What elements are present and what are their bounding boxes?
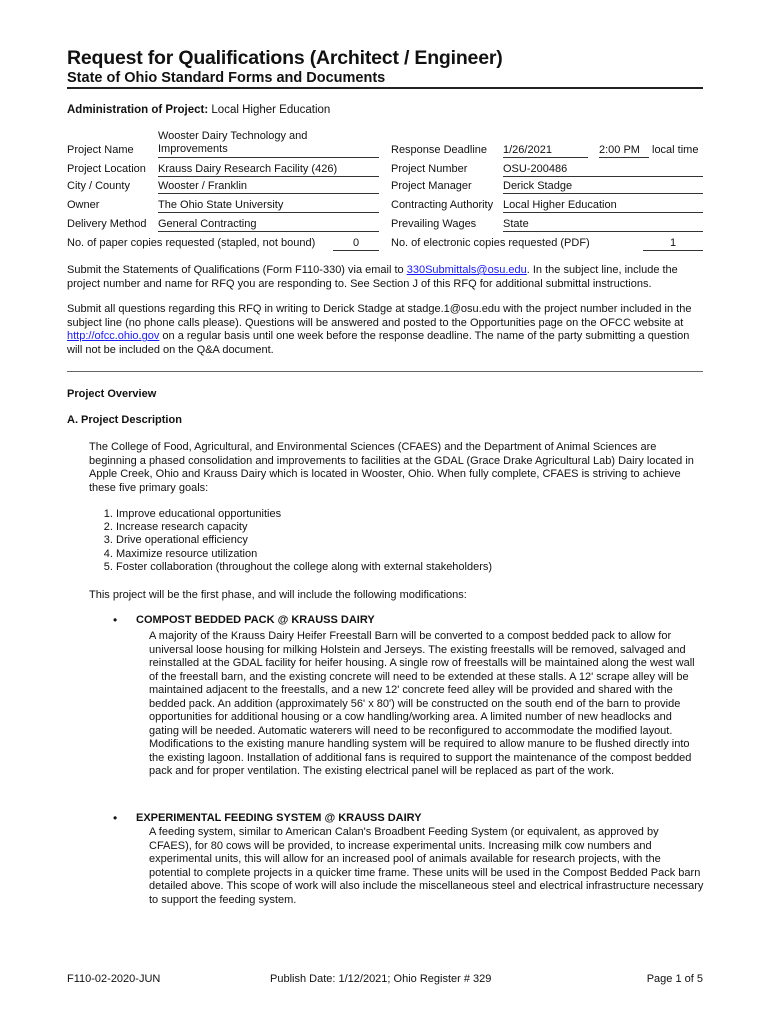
document-title: Request for Qualifications (Architect / Engineer) [67,47,503,69]
delivery-method-label: Delivery Method [67,218,147,230]
goals-list [89,508,492,574]
project-manager-label: Project Manager [391,180,472,192]
compost-bedded-pack-heading: COMPOST BEDDED PACK @ KRAUSS DAIRY [136,614,375,626]
contracting-authority-value: Local Higher Education [503,199,703,213]
document-subtitle: State of Ohio Standard Forms and Documents [67,70,386,86]
bullet-icon: • [113,613,118,627]
delivery-method-value: General Contracting [158,218,379,232]
prevailing-wages-value: State [503,218,703,232]
goal-item: 2. Increase research capacity [116,521,492,534]
questions-text-start: Submit all questions regarding this RFQ in writing to Derick Stadge at stadge.1@osu.edu with the project number included in the subject line (no phone calls please). Questions will be answered and posted to the Opportunities page on the OFCC website at [67,303,692,329]
project-number-value: OSU-200486 [503,163,703,177]
paper-copies-value: 0 [333,237,379,251]
form-number: F110-02-2020-JUN [67,973,161,985]
publish-date: Publish Date: 1/12/2021; Ohio Register # 329 [270,973,492,985]
ofcc-website-link[interactable]: http://ofcc.ohio.gov [67,330,160,342]
response-deadline-label: Response Deadline [391,144,488,156]
title-divider [67,87,703,89]
project-manager-value: Derick Stadge [503,180,703,194]
experimental-feeding-heading: EXPERIMENTAL FEEDING SYSTEM @ KRAUSS DAIRY [136,812,422,824]
project-location-value: Krauss Dairy Research Facility (426) [158,163,379,177]
prevailing-wages-label: Prevailing Wages [391,218,477,230]
response-deadline-time: 2:00 PM [599,144,649,158]
project-name-value: Wooster Dairy Technology and Improvements [158,130,379,158]
submittal-email-link[interactable]: 330Submittals@osu.edu [406,264,527,276]
questions-text-end: on a regular basis until one week before the response deadline. The name of the party submitting a question will not be included on the Q&A document. [67,330,690,356]
experimental-feeding-text: A feeding system, similar to American Calan's Broadbent Feeding System (or equivalent, as approved by CFAES), for 80 cows will be provided, to increase experimental units. Increasing milk cow numbers and experimental units, this will allow for an increased pool of animals available for research projects, with the potential to complete projects in a quicker time frame. These units will be used in the Compost Bedded Pack barn detailed above. This scope of work will also include the miscellaneous steel and electrical infrastructure necessary to support the feeding system. [149,826,704,906]
administration-line [67,104,330,116]
paper-copies-label: No. of paper copies requested (stapled, not bound) [67,237,316,249]
compost-bedded-pack-text: A majority of the Krauss Dairy Heifer Freestall Barn will be converted to a compost bedded pack to allow for universal loose housing for milking Holstein and Jerseys. The existing freestalls will be removed, salvaged and reinstalled at the GDAL facility for heifer housing. A single row of freestalls will be maintained along the west wall of the freestall barn, and the existing concrete will need to be extended at these stalls. A 12' scrape alley will be maintained adjacent to the freestalls, and a new 12' concrete feed alley will be provided and shared with the bedded pack. An addition (approximately 56' x 80') will be constructed on the south end of the barn to provide opportunities for additional housing or a cow handling/working area. A limited number of new headlocks and gating will be needed. Automatic waterers will need to be reconfigured to accommodate the modified layout. Modifications to the existing manure handling system will be required to allow manure to be flushed directly into the existing lagoon. Installation of additional fans is required to support the maintenance of the compost bedded pack and for proper ventilation. The existing electrical panel will be replaced as part of the work. [149,630,695,777]
owner-value: The Ohio State University [158,199,379,213]
project-location-label: Project Location [67,163,146,175]
project-description-heading: A. Project Description [67,414,182,426]
submission-text-start: Submit the Statements of Qualifications (Form F110-330) via email to [67,264,407,276]
owner-label: Owner [67,199,100,211]
phase-intro: This project will be the first phase, and will include the following modifications: [89,589,467,601]
submission-paragraph [67,264,703,291]
local-time-label: local time [652,144,699,156]
contracting-authority-label: Contracting Authority [391,199,494,211]
project-intro-paragraph: The College of Food, Agricultural, and Environmental Sciences (CFAES) and the Department of Animal Sciences are beginning a phased consolidation and improvements to facilities at the GDAL (Grace Drake Agricultural Lab) Dairy located in Apple Creek, Ohio and Krauss Dairy which is located in Wooster, Ohio. When fully complete, CFAES is striving to achieve these five primary goals: [89,441,694,494]
bullet-icon: • [113,811,118,825]
page-number: Page 1 of 5 [646,973,703,985]
project-number-label: Project Number [391,163,468,175]
submission-text-end: . In the subject line, include the project number and name for RFQ you are responding to. See Section J of this RFQ for additional submittal instructions. [67,264,678,290]
goal-item: 5. Foster collaboration (throughout the college along with external stakeholders) [116,561,492,574]
project-overview-heading: Project Overview [67,388,157,400]
project-name-label: Project Name [67,144,134,156]
electronic-copies-value: 1 [643,237,703,251]
city-county-label: City / County [67,180,130,192]
administration-value: Local Higher Education [211,104,331,116]
administration-label: Administration of Project: [67,104,209,116]
goal-item: 1. Improve educational opportunities [116,508,492,521]
city-county-value: Wooster / Franklin [158,180,379,194]
section-divider [67,371,703,372]
electronic-copies-label: No. of electronic copies requested (PDF) [391,237,590,249]
goal-item: 3. Drive operational efficiency [116,534,492,547]
response-deadline-date: 1/26/2021 [503,144,588,158]
goal-item: 4. Maximize resource utilization [116,548,492,561]
questions-paragraph [67,303,703,357]
